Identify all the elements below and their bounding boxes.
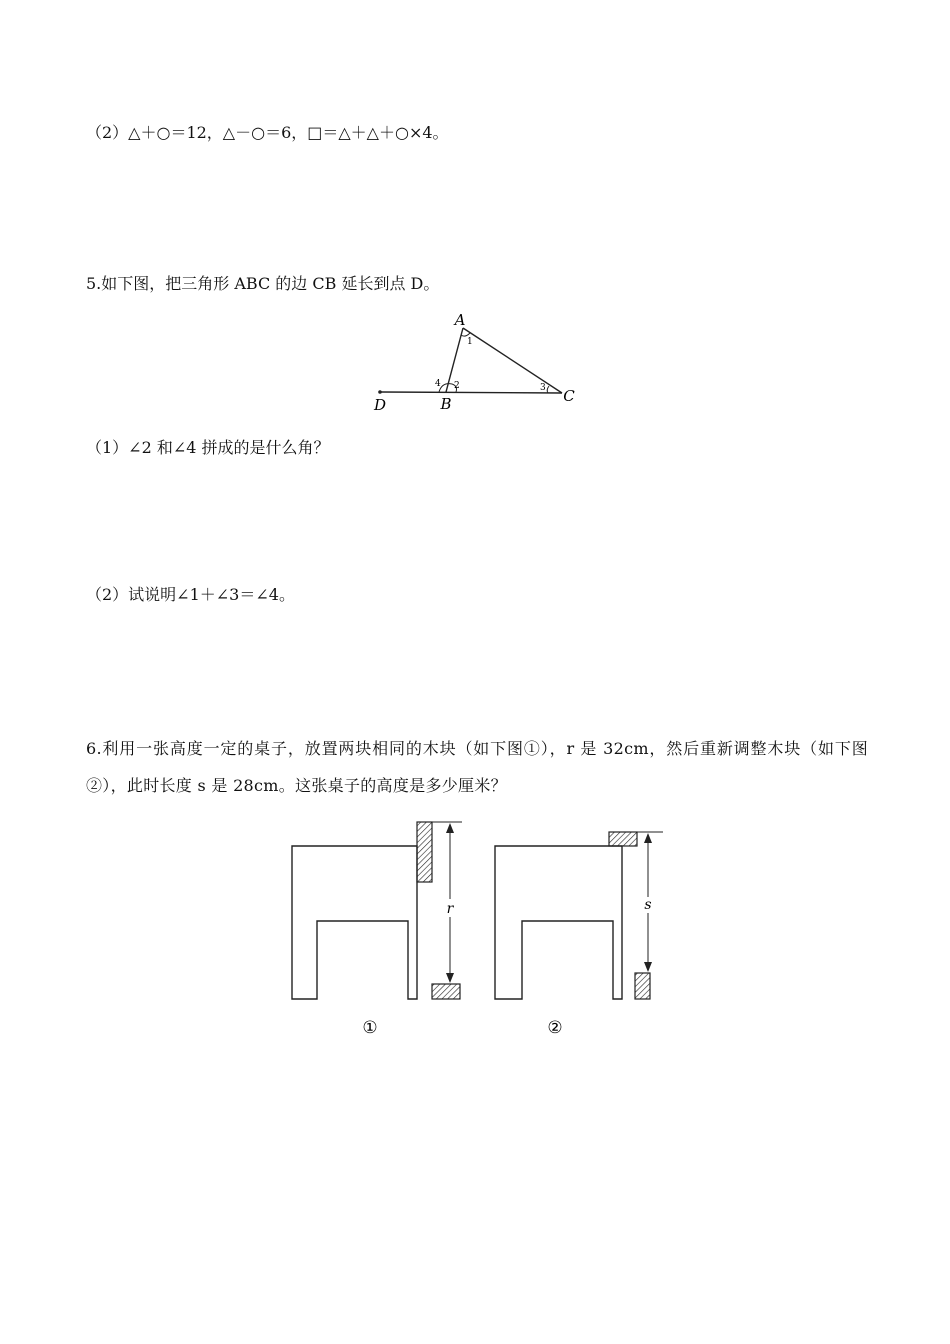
point-d-dot bbox=[378, 390, 382, 394]
point-d-label: D bbox=[373, 396, 387, 414]
dim-2-arrow-top bbox=[644, 833, 652, 843]
angle-3-arc bbox=[547, 386, 549, 393]
line-dc bbox=[380, 392, 562, 393]
wood-block-2-bottom bbox=[635, 973, 650, 999]
q5-part2: （2）试说明∠1＋∠3＝∠4。 bbox=[86, 585, 295, 604]
dim-label-r: r bbox=[446, 901, 454, 917]
figure-1-caption: ① bbox=[362, 1018, 378, 1038]
figure-1 bbox=[292, 822, 462, 1038]
figure-2 bbox=[495, 832, 663, 1038]
dim-1-arrow-bottom bbox=[446, 973, 454, 983]
figure-2-caption: ② bbox=[547, 1018, 563, 1038]
q4-part2-text: （2）△＋○＝12，△－○＝6，□＝△＋△＋○×4。 bbox=[86, 123, 449, 142]
point-c-label: C bbox=[563, 387, 575, 405]
line-ac bbox=[463, 328, 562, 393]
table-1-outline bbox=[292, 846, 417, 999]
q6-stem: 6.利用一张高度一定的桌子，放置两块相同的木块（如下图①），r 是 32cm，然后重新调整木块（如下图②），此时长度 s 是 28cm。这张桌子的高度是多少厘米？ bbox=[86, 739, 868, 795]
point-b-label: B bbox=[440, 395, 452, 413]
dim-2-arrow-bottom bbox=[644, 962, 652, 972]
q5-stem: 5.如下图，把三角形 ABC 的边 CB 延长到点 D。 bbox=[86, 274, 440, 293]
wood-block-2-top bbox=[609, 832, 637, 846]
angle-1-arc bbox=[461, 333, 470, 336]
angle-3-label: 3 bbox=[540, 383, 546, 393]
angle-1-label: 1 bbox=[467, 337, 473, 347]
wood-block-1-top bbox=[417, 822, 432, 882]
triangle-figure bbox=[366, 310, 596, 416]
point-a-label: A bbox=[454, 311, 466, 329]
table-2-outline bbox=[495, 846, 622, 999]
table-figures bbox=[286, 815, 676, 1045]
q5-part1: （1）∠2 和∠4 拼成的是什么角？ bbox=[86, 438, 330, 457]
wood-block-1-bottom bbox=[432, 984, 460, 999]
dim-1-arrow-top bbox=[446, 823, 454, 833]
angle-2-label: 2 bbox=[454, 381, 460, 391]
dim-label-s: s bbox=[644, 897, 652, 913]
angle-4-label: 4 bbox=[435, 379, 441, 389]
